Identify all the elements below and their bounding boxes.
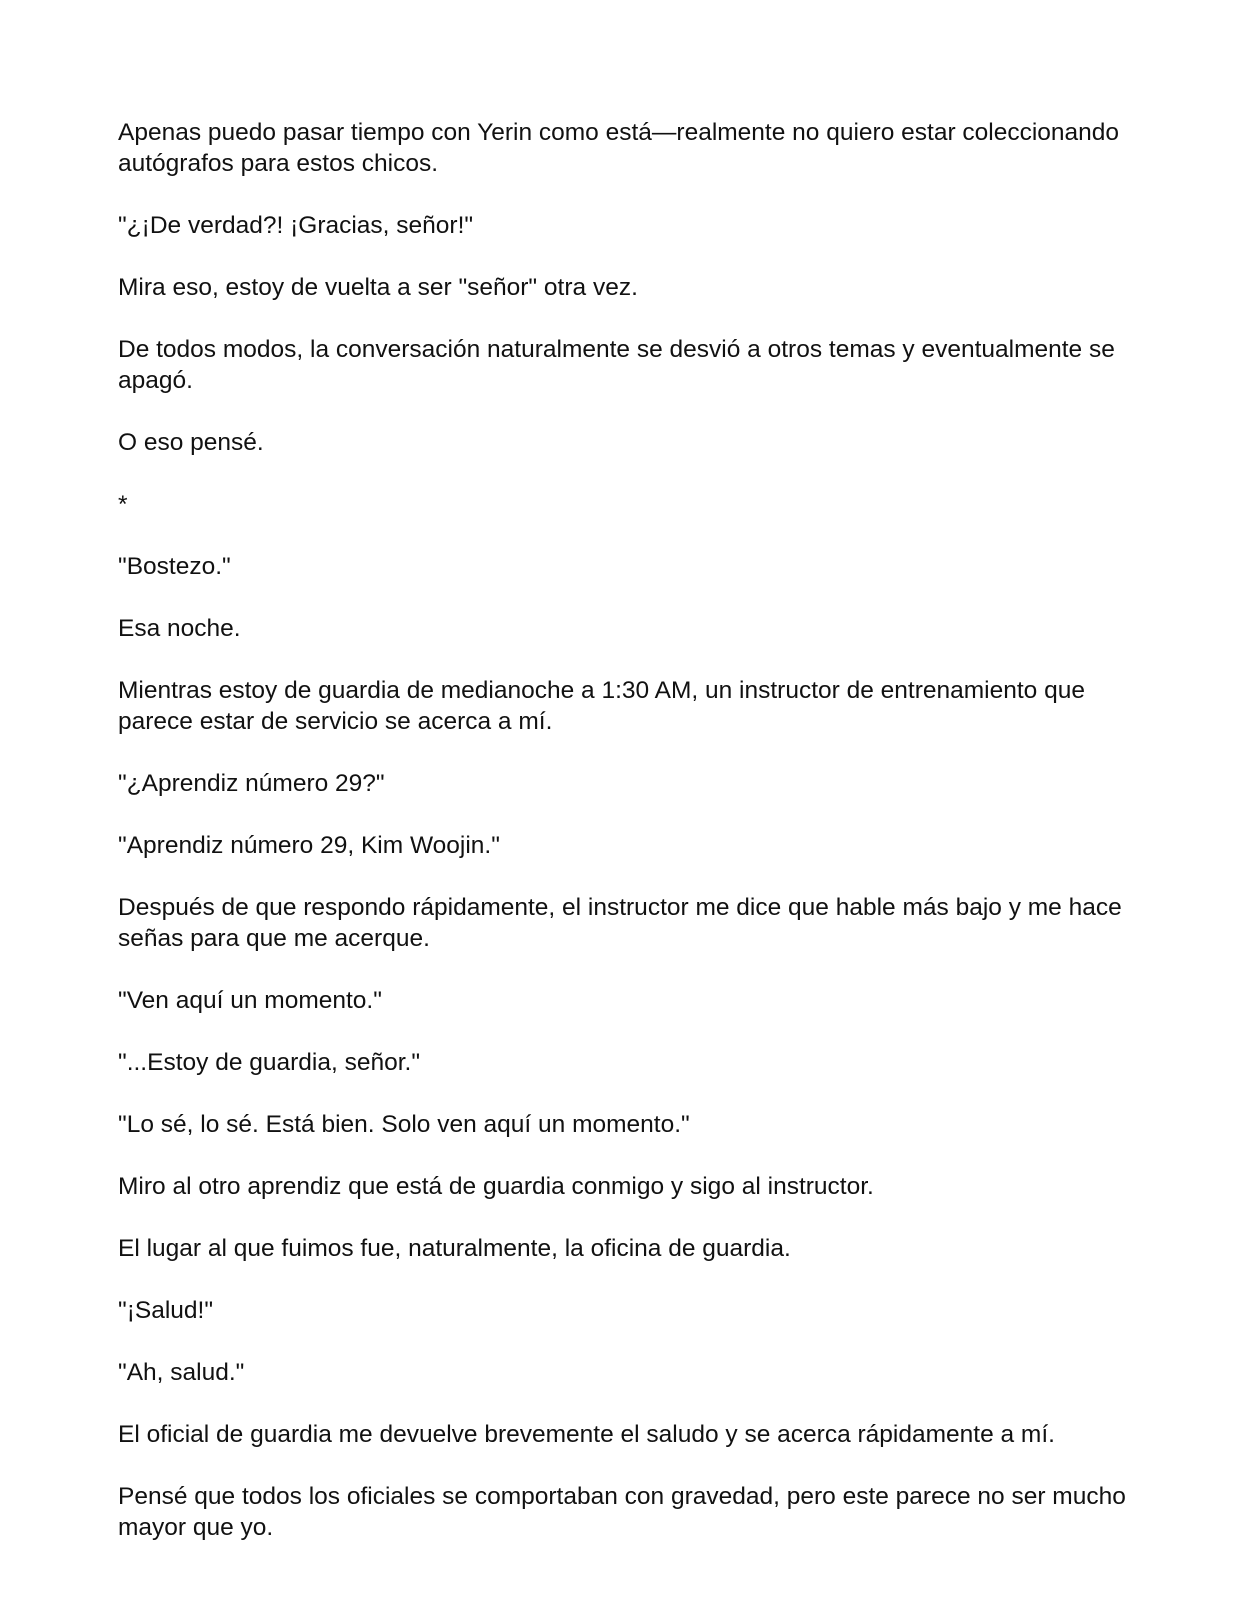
paragraph: Mientras estoy de guardia de medianoche a 1:30 AM, un instructor de entrenamiento que parece estar de servicio se acerca a mí. — [118, 677, 1085, 735]
paragraph: "Ah, salud." — [118, 1359, 245, 1386]
paragraph: "¿¡De verdad?! ¡Gracias, señor!" — [118, 212, 474, 239]
paragraph: "...Estoy de guardia, señor." — [118, 1049, 421, 1076]
paragraph: "Ven aquí un momento." — [118, 987, 382, 1014]
paragraph: De todos modos, la conversación naturalmente se desvió a otros temas y eventualmente se apagó. — [118, 336, 1115, 394]
paragraph: El lugar al que fuimos fue, naturalmente, la oficina de guardia. — [118, 1235, 791, 1262]
paragraph: "¡Salud!" — [118, 1297, 214, 1324]
paragraph: "Lo sé, lo sé. Está bien. Solo ven aquí un momento." — [118, 1111, 690, 1138]
paragraph: "¿Aprendiz número 29?" — [118, 770, 385, 797]
paragraph: El oficial de guardia me devuelve brevemente el saludo y se acerca rápidamente a mí. — [118, 1421, 1055, 1448]
paragraph: Pensé que todos los oficiales se comportaban con gravedad, pero este parece no ser mucho mayor que yo. — [118, 1483, 1126, 1541]
paragraph: "Aprendiz número 29, Kim Woojin." — [118, 832, 500, 859]
paragraph: Mira eso, estoy de vuelta a ser "señor" otra vez. — [118, 274, 638, 301]
paragraph: O eso pensé. — [118, 429, 264, 456]
scene-break: * — [118, 491, 128, 518]
document-body — [118, 117, 1128, 1543]
paragraph: Apenas puedo pasar tiempo con Yerin como está—realmente no quiero estar coleccionando autógrafos para estos chicos. — [118, 119, 1120, 177]
paragraph: Miro al otro aprendiz que está de guardia conmigo y sigo al instructor. — [118, 1173, 874, 1200]
paragraph: Esa noche. — [118, 615, 241, 642]
paragraph: Después de que respondo rápidamente, el instructor me dice que hable más bajo y me hace señas para que me acerque. — [118, 894, 1122, 952]
paragraph: "Bostezo." — [118, 553, 231, 580]
